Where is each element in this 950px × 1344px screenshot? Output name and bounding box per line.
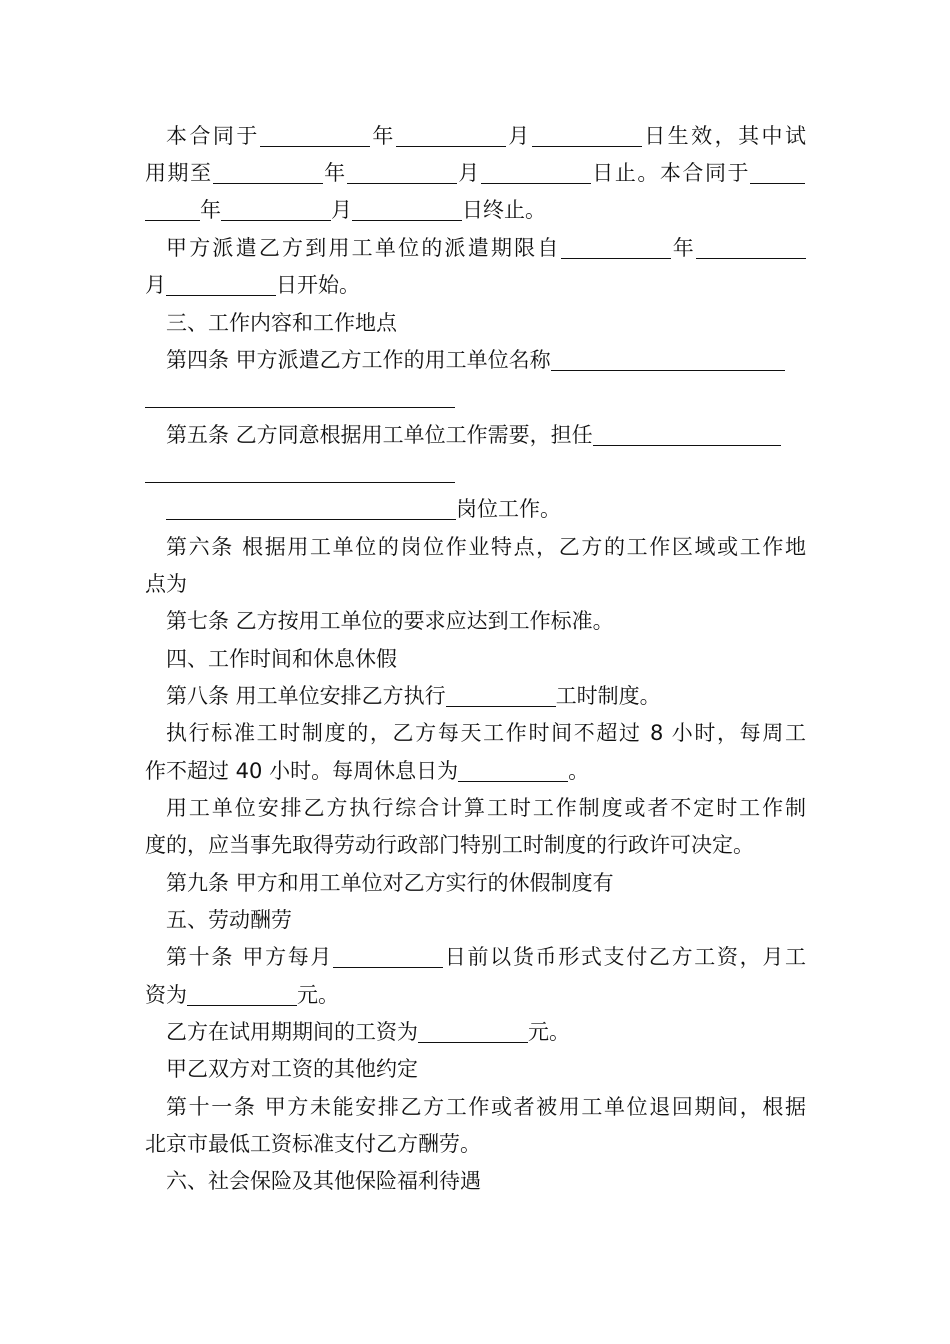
blank-field[interactable] (396, 121, 506, 147)
article-4 (166, 345, 806, 375)
text: 日生效，其中试 (641, 124, 807, 148)
text: 年 (322, 161, 347, 185)
blank-field[interactable] (481, 158, 591, 184)
text: 月 (505, 124, 532, 148)
blank-field[interactable] (145, 195, 200, 221)
article-11-cont: 北京市最低工资标准支付乙方酬劳。 (145, 1132, 481, 1156)
section-heading: 三、工作内容和工作地点 (166, 311, 397, 335)
text: 年 (200, 198, 221, 222)
blank-field[interactable] (260, 121, 370, 147)
text: 本合同于 (166, 124, 260, 148)
text: 作不超过 40 小时。每周休息日为 (145, 759, 459, 783)
probation-wage (166, 1017, 806, 1047)
blank-field[interactable] (593, 420, 781, 446)
text: 岗位工作。 (456, 497, 561, 521)
text: 元。 (297, 983, 339, 1007)
blank-field[interactable] (446, 681, 556, 707)
text: 月 (456, 161, 481, 185)
article-5-position (166, 494, 806, 524)
blank-field[interactable] (187, 980, 297, 1006)
text: 日止。本合同于 (590, 161, 751, 185)
article-8 (166, 681, 806, 711)
blank-field[interactable] (347, 158, 457, 184)
probation-line (145, 158, 805, 188)
text: 日前以货币形式支付乙方工资，月工 (443, 945, 806, 969)
blank-field[interactable] (333, 942, 443, 968)
article-11: 第十一条 甲方未能安排乙方工作或者被用工单位退回期间，根据 (166, 1095, 806, 1119)
text: 年 (369, 124, 396, 148)
text: 第四条 甲方派遣乙方工作的用工单位名称 (166, 348, 551, 372)
section-heading: 四、工作时间和休息休假 (166, 647, 397, 671)
dispatch-term-line (166, 233, 806, 263)
text: 日开始。 (276, 273, 360, 297)
blank-field[interactable] (418, 1017, 528, 1043)
dispatch-start-line (145, 270, 805, 300)
text: 用期至 (145, 161, 213, 185)
article-7: 第七条 乙方按用工单位的要求应达到工作标准。 (166, 609, 614, 633)
blank-field[interactable] (750, 158, 805, 184)
article-6: 第六条 根据用工单位的岗位作业特点，乙方的工作区域或工作地 (166, 535, 806, 559)
article-6-cont: 点为 (145, 572, 187, 596)
blank-field[interactable] (551, 345, 785, 371)
blank-field[interactable] (696, 233, 806, 259)
blank-field[interactable] (532, 121, 642, 147)
blank-field[interactable] (561, 233, 671, 259)
article-5 (166, 420, 806, 450)
section-heading: 六、社会保险及其他保险福利待遇 (166, 1169, 481, 1193)
text: 第十条 甲方每月 (166, 945, 334, 969)
text: 日终止。 (462, 198, 546, 222)
text: 乙方在试用期期间的工资为 (166, 1020, 418, 1044)
text: 工时制度。 (555, 684, 661, 708)
text: 元。 (528, 1020, 570, 1044)
blank-field[interactable] (352, 195, 462, 221)
text: 第八条 用工单位安排乙方执行 (166, 684, 446, 708)
text: 第五条 乙方同意根据用工单位工作需要，担任 (166, 423, 593, 447)
article-5-cont (145, 457, 805, 487)
standard-hours: 执行标准工时制度的，乙方每天工作时间不超过 8 小时，每周工 (166, 721, 806, 745)
blank-field[interactable] (213, 158, 323, 184)
text: 。 (568, 759, 590, 783)
termination-line (145, 195, 805, 225)
special-hours: 用工单位安排乙方执行综合计算工时工作制度或者不定时工作制 (166, 796, 806, 820)
text: 甲方派遣乙方到用工单位的派遣期限自 (166, 236, 561, 260)
effective-date-line (166, 121, 806, 151)
text: 月 (331, 198, 352, 222)
other-wage-terms: 甲乙双方对工资的其他约定 (166, 1057, 418, 1081)
blank-field[interactable] (145, 382, 455, 408)
standard-hours-cont (145, 756, 805, 786)
blank-field[interactable] (145, 457, 455, 483)
text: 年 (670, 236, 696, 260)
text: 月 (145, 273, 166, 297)
special-hours-cont: 度的，应当事先取得劳动行政部门特别工时制度的行政许可决定。 (145, 833, 754, 857)
blank-field[interactable] (166, 494, 456, 520)
section-heading: 五、劳动酬劳 (166, 908, 292, 932)
article-10 (166, 942, 806, 972)
text: 资为 (145, 983, 187, 1007)
article-4-cont (145, 382, 805, 412)
blank-field[interactable] (221, 195, 331, 221)
article-9: 第九条 甲方和用工单位对乙方实行的休假制度有 (166, 871, 614, 895)
blank-field[interactable] (458, 756, 568, 782)
article-10-cont (145, 980, 805, 1010)
blank-field[interactable] (166, 270, 276, 296)
